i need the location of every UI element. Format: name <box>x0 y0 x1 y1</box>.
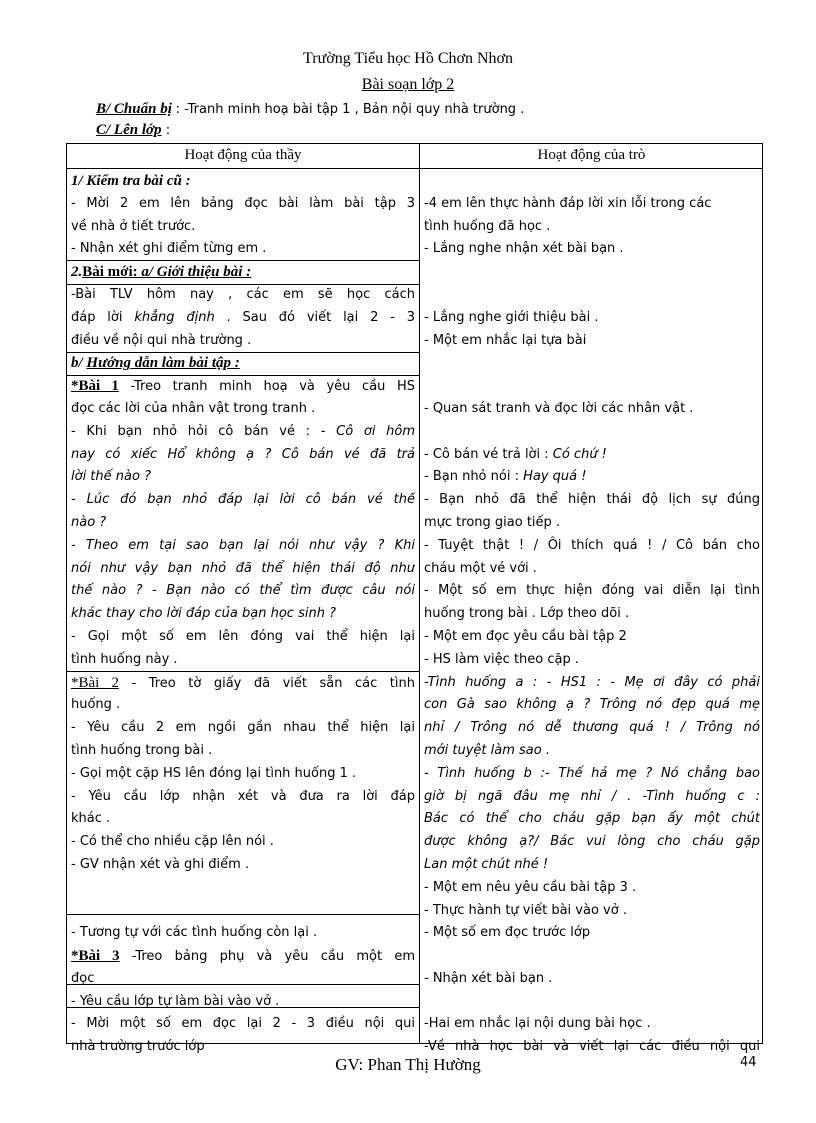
text-line: nhà trường trước lớp <box>71 1039 205 1055</box>
text-line: thế nào ? - Bạn nào có thể tìm được câu nói <box>71 583 415 599</box>
text-line: khác . <box>71 811 111 827</box>
text-line: 1/ Kiểm tra bài cũ : <box>71 173 191 189</box>
empty-line <box>424 421 760 444</box>
text-line: - Lắng nghe nhận xét bài bạn . <box>424 241 624 257</box>
text-line: tình huống trong bài . <box>71 742 213 758</box>
text-line: - Lắng nghe giới thiệu bài . <box>424 309 599 325</box>
text-line: nào ? <box>71 514 107 530</box>
lesson-title: Bài soạn lớp 2 <box>361 76 455 93</box>
text-line: - Yêu cầu lớp nhận xét và đưa ra lời đáp <box>71 788 415 804</box>
text-line: điều về nội qui nhà trường . <box>71 332 252 348</box>
text-line: - Nhận xét ghi điểm từng em . <box>71 241 267 257</box>
text-line: - Bạn nhỏ đã thể hiện thái độ lịch sự đúng <box>424 492 760 508</box>
teacher-activities <box>71 170 415 1059</box>
text-line: - Lúc đó bạn nhỏ đáp lại lời cô bán vé thế <box>71 492 415 508</box>
text-line: *Bài 1 -Treo tranh minh hoạ và yêu cầu HS <box>71 378 415 395</box>
text-line: được không ạ?/ Bác vui lòng cho cháu gặp <box>424 834 760 850</box>
text-line: cháu một vé với . <box>424 560 537 576</box>
empty-line <box>71 877 415 900</box>
preparation-label: B/ Chuẩn bị <box>96 101 172 117</box>
class-line <box>96 122 170 139</box>
text-line: - Thực hành tự viết bài vào vở . <box>424 902 627 918</box>
page-number: 44 <box>740 1055 757 1070</box>
empty-line <box>424 991 760 1014</box>
student-activities <box>424 170 760 1059</box>
empty-line <box>424 284 760 307</box>
text-line: - GV nhận xét và ghi điểm . <box>71 856 250 872</box>
text-line: - Một em nhắc lại tựa bài <box>424 332 587 348</box>
preparation-text: : -Tranh minh hoạ bài tập 1 , Bản nội quy nhà trường . <box>175 102 525 117</box>
text-line: - Nhận xét bài bạn . <box>424 970 553 986</box>
empty-line <box>424 352 760 375</box>
text-line: - Yêu cầu 2 em ngồi gần nhau thể hiện lại <box>71 720 415 736</box>
text-line: - HS làm việc theo cặp . <box>424 651 579 667</box>
student-column-header: Hoạt động của trò <box>537 147 646 163</box>
empty-line <box>424 945 760 968</box>
text-line: huống . <box>71 697 121 713</box>
text-line: mới tuyệt làm sao . <box>424 742 550 758</box>
preparation-line <box>96 101 524 118</box>
text-line: Bác có thể cho cháu gặp bạn ấy một chút <box>424 811 760 827</box>
text-line: - Tuyệt thật ! / Ôi thích quá ! / Cô bán cho <box>424 537 760 553</box>
empty-line <box>424 375 760 398</box>
text-line: - Gọi một số em lên đóng vai thể hiện lại <box>71 628 415 644</box>
text-line: -Tình huống a : - HS1 : - Mẹ ơi đây có phải <box>424 674 760 690</box>
text-line: - Tình huống b :- Thế hả mẹ ? Nó chẳng bao <box>424 765 760 781</box>
text-line: -4 em lên thực hành đáp lời xin lỗi trong các <box>424 195 712 211</box>
school-name: Trường Tiểu học Hồ Chơn Nhơn <box>303 50 513 67</box>
header-divider <box>67 168 762 169</box>
empty-line <box>71 900 415 923</box>
teacher-name-footer: GV: Phan Thị Hường <box>335 1055 481 1074</box>
text-line: - Gọi một cặp HS lên đóng lại tình huống 1 . <box>71 765 357 781</box>
text-line: - Quan sát tranh và đọc lời các nhân vật . <box>424 400 694 416</box>
empty-line <box>424 170 760 193</box>
text-line: đáp lời khẳng định . Sau đó viết lại 2 - 3 <box>71 309 415 325</box>
text-line: mực trong giao tiếp . <box>424 514 561 530</box>
text-line: -Hai em nhắc lại nội dung bài học . <box>424 1016 651 1032</box>
text-line: nay có xiếc Hổ không ạ ? Cô bán vé đã trả <box>71 446 415 462</box>
text-line: - Một số em thực hiện đóng vai diễn lại tình <box>424 583 760 599</box>
text-line: - Khi bạn nhỏ hỏi cô bán vé : - Cô ơi hôm <box>71 423 415 439</box>
text-line: nói như vậy bạn nhỏ đã thể hiện thái độ như <box>71 560 415 576</box>
empty-line <box>424 261 760 284</box>
text-line: Lan một chút nhé ! <box>424 856 549 872</box>
text-line: huống trong bài . Lớp theo dõi . <box>424 606 630 622</box>
text-line: -Về nhà học bài và viết lại các điều nội qui <box>424 1039 760 1055</box>
text-line: tình huống đã học . <box>424 218 551 234</box>
lesson-plan-table <box>66 143 763 1055</box>
text-line: - Cô bán vé trả lời : Có chứ ! <box>424 446 607 462</box>
text-line: - Tương tự với các tình huống còn lại . <box>71 925 318 941</box>
text-line: giờ bị ngã đâu mẹ nhỉ / . -Tình huống c : <box>424 788 760 804</box>
text-line: về nhà ở tiết trước. <box>71 218 196 234</box>
text-line: con Gà sao không ạ ? Trông nó đẹp quá mẹ <box>424 697 760 713</box>
text-line: b/ Hướng dẫn làm bài tập : <box>71 355 240 372</box>
text-line: 2.Bài mới: a/ Giới thiệu bài : <box>71 264 252 281</box>
text-line: lời thế nào ? <box>71 469 151 485</box>
text-line: - Một em nêu yêu cầu bài tập 3 . <box>424 879 637 895</box>
text-line: - Bạn nhỏ nói : Hay quá ! <box>424 469 587 485</box>
text-line: - Một em đọc yêu cầu bài tập 2 <box>424 628 627 644</box>
text-line: đọc <box>71 970 95 986</box>
text-line: - Theo em tại sao bạn lại nói như vậy ? Khi <box>71 537 415 553</box>
class-suffix: : <box>161 123 171 138</box>
teacher-column-header: Hoạt động của thầy <box>184 147 302 163</box>
text-line: - Mời 2 em lên bảng đọc bài làm bài tập 3 <box>71 195 415 211</box>
text-line: - Mời một số em đọc lại 2 - 3 điều nội qui <box>71 1016 415 1032</box>
text-line: *Bài 3 -Treo bảng phụ và yêu cầu một em <box>71 948 415 965</box>
text-line: khác thay cho lời đáp của bạn học sinh ? <box>71 606 336 622</box>
column-divider <box>419 144 420 1043</box>
text-line: tình huống này . <box>71 651 178 667</box>
text-line: *Bài 2 - Treo tờ giấy đã viết sẵn các tình <box>71 674 415 691</box>
text-line: - Yêu cầu lớp tự làm bài vào vở . <box>71 993 280 1009</box>
text-line: nhỉ / Trông nó dễ thương quá ! / Trông nó <box>424 720 760 736</box>
text-line: - Có thể cho nhiều cặp lên nói . <box>71 834 274 850</box>
text-line: - Một số em đọc trước lớp <box>424 925 591 941</box>
text-line: -Bài TLV hôm nay , các em sẽ học cách <box>71 286 415 302</box>
class-label: C/ Lên lớp <box>96 122 162 138</box>
text-line: đọc các lời của nhân vật trong tranh . <box>71 400 316 416</box>
